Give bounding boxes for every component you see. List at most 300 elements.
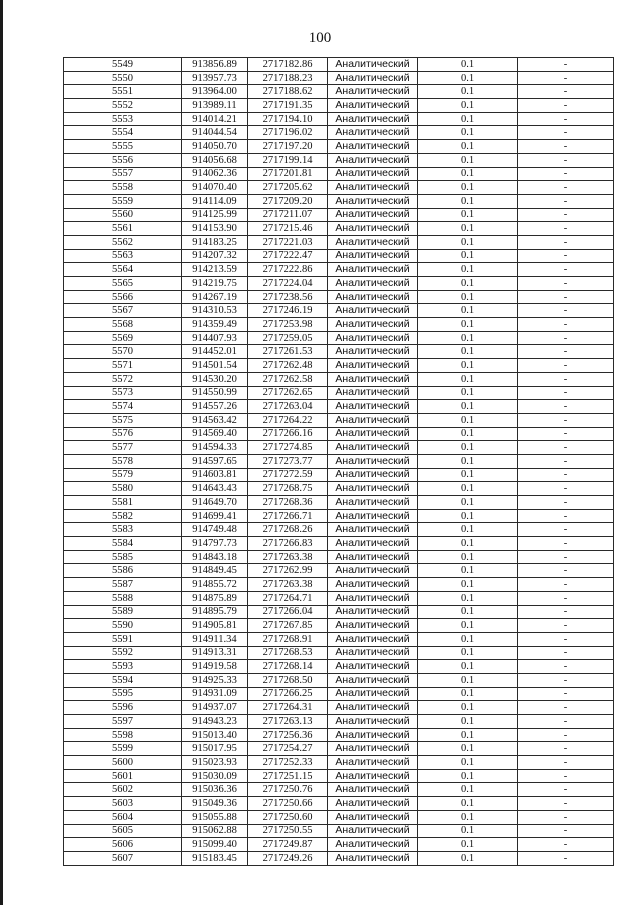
point-number-cell: 5558	[64, 181, 182, 195]
y-coordinate-cell: 2717249.87	[248, 838, 328, 852]
table-row	[64, 181, 614, 195]
table-row	[64, 413, 614, 427]
note-cell: -	[518, 386, 614, 400]
accuracy-cell: 0.1	[418, 619, 518, 633]
point-number-cell: 5566	[64, 290, 182, 304]
table-row	[64, 482, 614, 496]
accuracy-cell: 0.1	[418, 769, 518, 783]
method-cell: Аналитический	[328, 58, 418, 72]
x-coordinate-cell: 914044.54	[182, 126, 248, 140]
note-cell: -	[518, 372, 614, 386]
x-coordinate-cell: 914931.09	[182, 687, 248, 701]
accuracy-cell: 0.1	[418, 564, 518, 578]
method-cell: Аналитический	[328, 345, 418, 359]
point-number-cell: 5578	[64, 454, 182, 468]
y-coordinate-cell: 2717267.85	[248, 619, 328, 633]
x-coordinate-cell: 914919.58	[182, 660, 248, 674]
note-cell: -	[518, 687, 614, 701]
note-cell: -	[518, 660, 614, 674]
table-row	[64, 454, 614, 468]
method-cell: Аналитический	[328, 687, 418, 701]
method-cell: Аналитический	[328, 728, 418, 742]
accuracy-cell: 0.1	[418, 482, 518, 496]
accuracy-cell: 0.1	[418, 277, 518, 291]
x-coordinate-cell: 915017.95	[182, 742, 248, 756]
y-coordinate-cell: 2717266.25	[248, 687, 328, 701]
note-cell: -	[518, 153, 614, 167]
table-row	[64, 277, 614, 291]
method-cell: Аналитический	[328, 126, 418, 140]
accuracy-cell: 0.1	[418, 304, 518, 318]
table-row	[64, 797, 614, 811]
y-coordinate-cell: 2717196.02	[248, 126, 328, 140]
y-coordinate-cell: 2717262.58	[248, 372, 328, 386]
note-cell: -	[518, 605, 614, 619]
x-coordinate-cell: 914219.75	[182, 277, 248, 291]
x-coordinate-cell: 914207.32	[182, 249, 248, 263]
table-row	[64, 509, 614, 523]
table-row	[64, 578, 614, 592]
y-coordinate-cell: 2717262.99	[248, 564, 328, 578]
table-row	[64, 715, 614, 729]
y-coordinate-cell: 2717250.60	[248, 810, 328, 824]
point-number-cell: 5563	[64, 249, 182, 263]
table-row	[64, 235, 614, 249]
accuracy-cell: 0.1	[418, 715, 518, 729]
note-cell: -	[518, 482, 614, 496]
note-cell: -	[518, 359, 614, 373]
x-coordinate-cell: 914563.42	[182, 413, 248, 427]
accuracy-cell: 0.1	[418, 85, 518, 99]
note-cell: -	[518, 578, 614, 592]
note-cell: -	[518, 235, 614, 249]
note-cell: -	[518, 824, 614, 838]
note-cell: -	[518, 85, 614, 99]
note-cell: -	[518, 769, 614, 783]
note-cell: -	[518, 99, 614, 113]
note-cell: -	[518, 523, 614, 537]
note-cell: -	[518, 509, 614, 523]
accuracy-cell: 0.1	[418, 687, 518, 701]
accuracy-cell: 0.1	[418, 290, 518, 304]
table-row	[64, 838, 614, 852]
method-cell: Аналитический	[328, 564, 418, 578]
note-cell: -	[518, 304, 614, 318]
x-coordinate-cell: 914643.43	[182, 482, 248, 496]
y-coordinate-cell: 2717266.71	[248, 509, 328, 523]
point-number-cell: 5568	[64, 318, 182, 332]
method-cell: Аналитический	[328, 509, 418, 523]
table-row	[64, 619, 614, 633]
y-coordinate-cell: 2717266.16	[248, 427, 328, 441]
table-row	[64, 126, 614, 140]
note-cell: -	[518, 728, 614, 742]
x-coordinate-cell: 914183.25	[182, 235, 248, 249]
method-cell: Аналитический	[328, 372, 418, 386]
y-coordinate-cell: 2717259.05	[248, 331, 328, 345]
accuracy-cell: 0.1	[418, 742, 518, 756]
note-cell: -	[518, 441, 614, 455]
y-coordinate-cell: 2717199.14	[248, 153, 328, 167]
accuracy-cell: 0.1	[418, 318, 518, 332]
point-number-cell: 5584	[64, 537, 182, 551]
method-cell: Аналитический	[328, 249, 418, 263]
x-coordinate-cell: 914153.90	[182, 222, 248, 236]
method-cell: Аналитический	[328, 99, 418, 113]
x-coordinate-cell: 915062.88	[182, 824, 248, 838]
point-number-cell: 5605	[64, 824, 182, 838]
accuracy-cell: 0.1	[418, 509, 518, 523]
point-number-cell: 5576	[64, 427, 182, 441]
method-cell: Аналитический	[328, 742, 418, 756]
table-row	[64, 468, 614, 482]
point-number-cell: 5551	[64, 85, 182, 99]
coordinates-table-body	[64, 58, 614, 866]
accuracy-cell: 0.1	[418, 673, 518, 687]
table-row	[64, 290, 614, 304]
note-cell: -	[518, 673, 614, 687]
table-row	[64, 742, 614, 756]
table-row	[64, 851, 614, 865]
method-cell: Аналитический	[328, 359, 418, 373]
note-cell: -	[518, 851, 614, 865]
accuracy-cell: 0.1	[418, 263, 518, 277]
point-number-cell: 5592	[64, 646, 182, 660]
accuracy-cell: 0.1	[418, 454, 518, 468]
method-cell: Аналитический	[328, 769, 418, 783]
note-cell: -	[518, 715, 614, 729]
y-coordinate-cell: 2717251.15	[248, 769, 328, 783]
y-coordinate-cell: 2717268.26	[248, 523, 328, 537]
point-number-cell: 5602	[64, 783, 182, 797]
x-coordinate-cell: 914267.19	[182, 290, 248, 304]
note-cell: -	[518, 167, 614, 181]
x-coordinate-cell: 914501.54	[182, 359, 248, 373]
method-cell: Аналитический	[328, 386, 418, 400]
note-cell: -	[518, 632, 614, 646]
method-cell: Аналитический	[328, 838, 418, 852]
method-cell: Аналитический	[328, 263, 418, 277]
note-cell: -	[518, 537, 614, 551]
note-cell: -	[518, 701, 614, 715]
point-number-cell: 5569	[64, 331, 182, 345]
x-coordinate-cell: 914530.20	[182, 372, 248, 386]
method-cell: Аналитический	[328, 756, 418, 770]
table-row	[64, 687, 614, 701]
table-row	[64, 810, 614, 824]
accuracy-cell: 0.1	[418, 701, 518, 715]
note-cell: -	[518, 112, 614, 126]
x-coordinate-cell: 913989.11	[182, 99, 248, 113]
y-coordinate-cell: 2717263.38	[248, 578, 328, 592]
x-coordinate-cell: 915030.09	[182, 769, 248, 783]
method-cell: Аналитический	[328, 427, 418, 441]
accuracy-cell: 0.1	[418, 359, 518, 373]
accuracy-cell: 0.1	[418, 591, 518, 605]
note-cell: -	[518, 838, 614, 852]
note-cell: -	[518, 564, 614, 578]
table-row	[64, 99, 614, 113]
note-cell: -	[518, 208, 614, 222]
x-coordinate-cell: 914843.18	[182, 550, 248, 564]
point-number-cell: 5595	[64, 687, 182, 701]
x-coordinate-cell: 915036.36	[182, 783, 248, 797]
scan-binding-edge	[0, 0, 3, 905]
accuracy-cell: 0.1	[418, 153, 518, 167]
table-row	[64, 632, 614, 646]
y-coordinate-cell: 2717249.26	[248, 851, 328, 865]
x-coordinate-cell: 914557.26	[182, 400, 248, 414]
x-coordinate-cell: 914925.33	[182, 673, 248, 687]
table-row	[64, 646, 614, 660]
table-row	[64, 71, 614, 85]
accuracy-cell: 0.1	[418, 632, 518, 646]
method-cell: Аналитический	[328, 71, 418, 85]
method-cell: Аналитический	[328, 591, 418, 605]
method-cell: Аналитический	[328, 783, 418, 797]
y-coordinate-cell: 2717188.23	[248, 71, 328, 85]
point-number-cell: 5587	[64, 578, 182, 592]
accuracy-cell: 0.1	[418, 537, 518, 551]
y-coordinate-cell: 2717222.47	[248, 249, 328, 263]
point-number-cell: 5554	[64, 126, 182, 140]
y-coordinate-cell: 2717250.55	[248, 824, 328, 838]
point-number-cell: 5562	[64, 235, 182, 249]
y-coordinate-cell: 2717263.13	[248, 715, 328, 729]
method-cell: Аналитический	[328, 318, 418, 332]
y-coordinate-cell: 2717262.48	[248, 359, 328, 373]
y-coordinate-cell: 2717256.36	[248, 728, 328, 742]
point-number-cell: 5557	[64, 167, 182, 181]
point-number-cell: 5603	[64, 797, 182, 811]
point-number-cell: 5553	[64, 112, 182, 126]
accuracy-cell: 0.1	[418, 208, 518, 222]
point-number-cell: 5560	[64, 208, 182, 222]
y-coordinate-cell: 2717250.66	[248, 797, 328, 811]
accuracy-cell: 0.1	[418, 345, 518, 359]
x-coordinate-cell: 914569.40	[182, 427, 248, 441]
table-row	[64, 222, 614, 236]
x-coordinate-cell: 915049.36	[182, 797, 248, 811]
table-row	[64, 359, 614, 373]
table-row	[64, 564, 614, 578]
accuracy-cell: 0.1	[418, 728, 518, 742]
method-cell: Аналитический	[328, 851, 418, 865]
point-number-cell: 5581	[64, 496, 182, 510]
x-coordinate-cell: 914603.81	[182, 468, 248, 482]
table-row	[64, 167, 614, 181]
method-cell: Аналитический	[328, 619, 418, 633]
accuracy-cell: 0.1	[418, 783, 518, 797]
accuracy-cell: 0.1	[418, 550, 518, 564]
accuracy-cell: 0.1	[418, 99, 518, 113]
y-coordinate-cell: 2717197.20	[248, 140, 328, 154]
accuracy-cell: 0.1	[418, 112, 518, 126]
page-number: 100	[308, 30, 332, 46]
point-number-cell: 5594	[64, 673, 182, 687]
x-coordinate-cell: 914359.49	[182, 318, 248, 332]
accuracy-cell: 0.1	[418, 468, 518, 482]
method-cell: Аналитический	[328, 194, 418, 208]
y-coordinate-cell: 2717264.71	[248, 591, 328, 605]
method-cell: Аналитический	[328, 454, 418, 468]
point-number-cell: 5589	[64, 605, 182, 619]
note-cell: -	[518, 400, 614, 414]
y-coordinate-cell: 2717272.59	[248, 468, 328, 482]
method-cell: Аналитический	[328, 85, 418, 99]
method-cell: Аналитический	[328, 112, 418, 126]
table-row	[64, 318, 614, 332]
accuracy-cell: 0.1	[418, 810, 518, 824]
y-coordinate-cell: 2717253.98	[248, 318, 328, 332]
note-cell: -	[518, 290, 614, 304]
method-cell: Аналитический	[328, 331, 418, 345]
method-cell: Аналитический	[328, 208, 418, 222]
point-number-cell: 5561	[64, 222, 182, 236]
note-cell: -	[518, 222, 614, 236]
method-cell: Аналитический	[328, 441, 418, 455]
x-coordinate-cell: 914749.48	[182, 523, 248, 537]
y-coordinate-cell: 2717273.77	[248, 454, 328, 468]
accuracy-cell: 0.1	[418, 578, 518, 592]
method-cell: Аналитический	[328, 605, 418, 619]
method-cell: Аналитический	[328, 153, 418, 167]
note-cell: -	[518, 427, 614, 441]
x-coordinate-cell: 913957.73	[182, 71, 248, 85]
y-coordinate-cell: 2717238.56	[248, 290, 328, 304]
method-cell: Аналитический	[328, 701, 418, 715]
table-row	[64, 550, 614, 564]
note-cell: -	[518, 783, 614, 797]
x-coordinate-cell: 914597.65	[182, 454, 248, 468]
point-number-cell: 5567	[64, 304, 182, 318]
method-cell: Аналитический	[328, 235, 418, 249]
point-number-cell: 5549	[64, 58, 182, 72]
note-cell: -	[518, 181, 614, 195]
point-number-cell: 5572	[64, 372, 182, 386]
point-number-cell: 5555	[64, 140, 182, 154]
note-cell: -	[518, 468, 614, 482]
accuracy-cell: 0.1	[418, 71, 518, 85]
point-number-cell: 5565	[64, 277, 182, 291]
x-coordinate-cell: 914125.99	[182, 208, 248, 222]
x-coordinate-cell: 914310.53	[182, 304, 248, 318]
point-number-cell: 5590	[64, 619, 182, 633]
x-coordinate-cell: 915055.88	[182, 810, 248, 824]
point-number-cell: 5600	[64, 756, 182, 770]
accuracy-cell: 0.1	[418, 441, 518, 455]
y-coordinate-cell: 2717268.36	[248, 496, 328, 510]
y-coordinate-cell: 2717252.33	[248, 756, 328, 770]
x-coordinate-cell: 914911.34	[182, 632, 248, 646]
note-cell: -	[518, 496, 614, 510]
table-row	[64, 591, 614, 605]
y-coordinate-cell: 2717188.62	[248, 85, 328, 99]
accuracy-cell: 0.1	[418, 167, 518, 181]
point-number-cell: 5582	[64, 509, 182, 523]
method-cell: Аналитический	[328, 140, 418, 154]
x-coordinate-cell: 914855.72	[182, 578, 248, 592]
note-cell: -	[518, 454, 614, 468]
x-coordinate-cell: 914062.36	[182, 167, 248, 181]
accuracy-cell: 0.1	[418, 413, 518, 427]
y-coordinate-cell: 2717215.46	[248, 222, 328, 236]
point-number-cell: 5575	[64, 413, 182, 427]
x-coordinate-cell: 914943.23	[182, 715, 248, 729]
table-row	[64, 701, 614, 715]
x-coordinate-cell: 914905.81	[182, 619, 248, 633]
x-coordinate-cell: 914797.73	[182, 537, 248, 551]
accuracy-cell: 0.1	[418, 222, 518, 236]
y-coordinate-cell: 2717201.81	[248, 167, 328, 181]
method-cell: Аналитический	[328, 304, 418, 318]
method-cell: Аналитический	[328, 167, 418, 181]
accuracy-cell: 0.1	[418, 496, 518, 510]
accuracy-cell: 0.1	[418, 523, 518, 537]
y-coordinate-cell: 2717246.19	[248, 304, 328, 318]
method-cell: Аналитический	[328, 797, 418, 811]
y-coordinate-cell: 2717264.31	[248, 701, 328, 715]
point-number-cell: 5598	[64, 728, 182, 742]
note-cell: -	[518, 413, 614, 427]
point-number-cell: 5580	[64, 482, 182, 496]
note-cell: -	[518, 263, 614, 277]
x-coordinate-cell: 914937.07	[182, 701, 248, 715]
y-coordinate-cell: 2717268.53	[248, 646, 328, 660]
method-cell: Аналитический	[328, 413, 418, 427]
point-number-cell: 5574	[64, 400, 182, 414]
accuracy-cell: 0.1	[418, 797, 518, 811]
table-row	[64, 194, 614, 208]
y-coordinate-cell: 2717266.83	[248, 537, 328, 551]
method-cell: Аналитический	[328, 290, 418, 304]
method-cell: Аналитический	[328, 715, 418, 729]
table-row	[64, 85, 614, 99]
point-number-cell: 5573	[64, 386, 182, 400]
note-cell: -	[518, 345, 614, 359]
y-coordinate-cell: 2717191.35	[248, 99, 328, 113]
y-coordinate-cell: 2717221.03	[248, 235, 328, 249]
x-coordinate-cell: 914014.21	[182, 112, 248, 126]
point-number-cell: 5593	[64, 660, 182, 674]
accuracy-cell: 0.1	[418, 194, 518, 208]
method-cell: Аналитический	[328, 523, 418, 537]
x-coordinate-cell: 915023.93	[182, 756, 248, 770]
table-row	[64, 386, 614, 400]
note-cell: -	[518, 756, 614, 770]
table-row	[64, 673, 614, 687]
y-coordinate-cell: 2717209.20	[248, 194, 328, 208]
y-coordinate-cell: 2717250.76	[248, 783, 328, 797]
note-cell: -	[518, 591, 614, 605]
method-cell: Аналитический	[328, 824, 418, 838]
x-coordinate-cell: 913964.00	[182, 85, 248, 99]
accuracy-cell: 0.1	[418, 249, 518, 263]
y-coordinate-cell: 2717194.10	[248, 112, 328, 126]
y-coordinate-cell: 2717263.04	[248, 400, 328, 414]
x-coordinate-cell: 914114.09	[182, 194, 248, 208]
point-number-cell: 5556	[64, 153, 182, 167]
note-cell: -	[518, 140, 614, 154]
method-cell: Аналитический	[328, 632, 418, 646]
x-coordinate-cell: 914849.45	[182, 564, 248, 578]
note-cell: -	[518, 318, 614, 332]
accuracy-cell: 0.1	[418, 646, 518, 660]
table-row	[64, 140, 614, 154]
note-cell: -	[518, 126, 614, 140]
point-number-cell: 5599	[64, 742, 182, 756]
x-coordinate-cell: 914649.70	[182, 496, 248, 510]
